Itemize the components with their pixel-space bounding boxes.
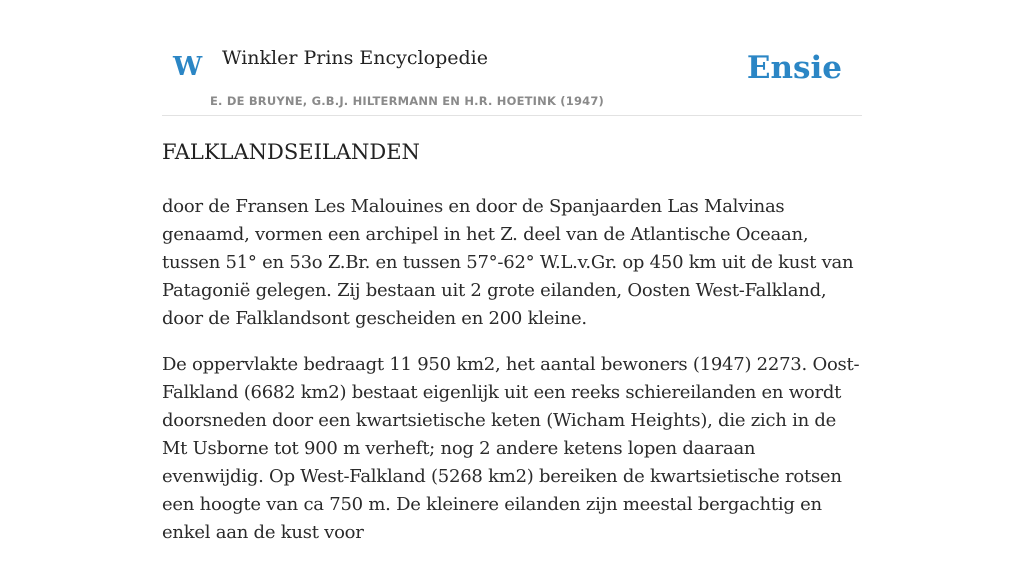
article [162,138,862,565]
encyclopedia-authors: E. DE BRUYNE, G.B.J. HILTERMANN EN H.R. HOETINK (1947) [210,94,605,108]
ensie-logo[interactable]: Ensie [746,50,842,86]
article-headword: FALKLANDSEILANDEN [162,140,420,164]
article-paragraph: De oppervlakte bedraagt 11 950 km2, het aantal bewoners (1947) 2273. Oost-Falkland (6682 km2) bestaat eigenlijk uit een reeks schiereilanden en wordt doorsneden door een kwartsietische keten (Wicham Heights), die zich in de Mt Usborne tot 900 m verheft; nog 2 andere ketens lopen daaraan evenwijdig. Op West-Falkland (5268 km2) bereiken de kwartsietische rotsen een hoogte van ca 750 m. De kleinere eilanden zijn meestal bergachtig en enkel aan de kust voor [162,354,860,544]
encyclopedia-title[interactable]: Winkler Prins Encyclopedie [222,47,488,69]
winkler-prins-logo[interactable]: W [173,52,203,82]
article-paragraph: door de Fransen Les Malouines en door de Spanjaarden Las Malvinas genaamd, vormen een archipel in het Z. deel van de Atlantische Oceaan, tussen 51° en 53o Z.Br. en tussen 57°-62° W.L.v.Gr. op 450 km uit de kust van Patagonië gelegen. Zij bestaan uit 2 grote eilanden, Oosten West-Falkland, door de Falklandsont gescheiden en 200 kleine. [162,196,854,330]
site-header [162,40,862,116]
